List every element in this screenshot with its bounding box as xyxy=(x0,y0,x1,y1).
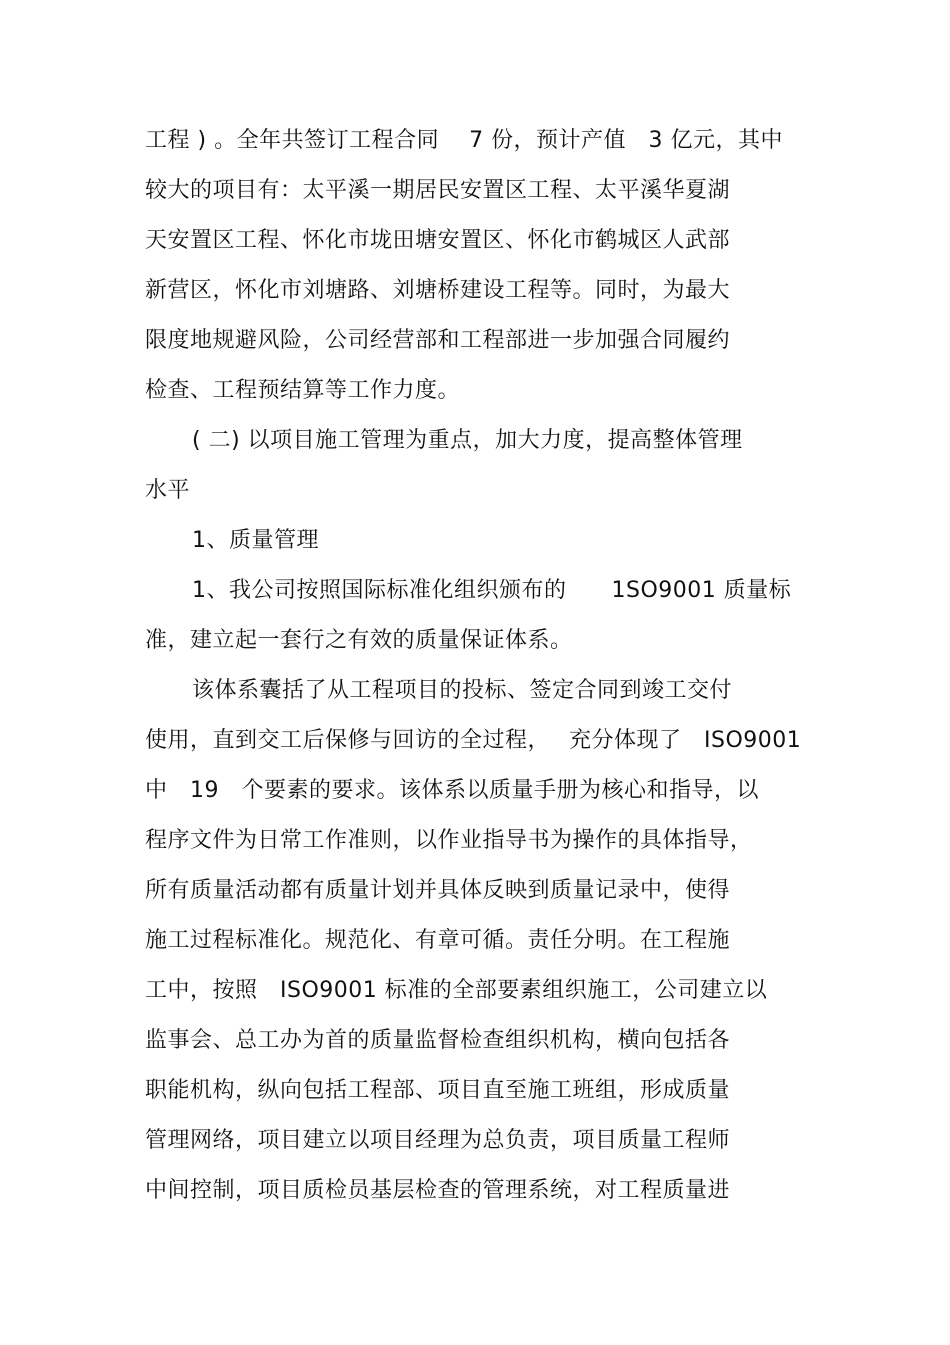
text-line-11: 准，建立起一套行之有效的质量保证体系。 xyxy=(145,628,573,653)
text-line-5: 限度地规避风险，公司经营部和工程部进一步加强合同履约 xyxy=(145,328,731,353)
text-line-4: 新营区，怀化市刘塘路、刘塘桥建设工程等。同时，为最大 xyxy=(145,278,731,303)
text-line-19: 监事会、总工办为首的质量监督检查组织机构，横向包括各 xyxy=(145,1028,731,1053)
text-line-21: 管理网络，项目建立以项目经理为总负责，项目质量工程师 xyxy=(145,1128,731,1153)
text-line-3: 天安置区工程、怀化市垅田塘安置区、怀化市鹤城区人武部 xyxy=(145,228,731,253)
text-line-17: 施工过程标准化。规范化、有章可循。责任分明。在工程施 xyxy=(145,928,731,953)
text-line-1: 工程 ) 。全年共签订工程合同 7 份，预计产值 3 亿元，其中 xyxy=(145,128,784,153)
text-line-15: 程序文件为日常工作准则，以作业指导书为操作的具体指导， xyxy=(145,828,753,853)
subsection-heading: 1、质量管理 xyxy=(192,528,319,553)
text-line-13: 使用，直到交工后保修与回访的全过程， 充分体现了 ISO9001 xyxy=(145,728,802,753)
section-heading-line-1: ( 二) 以项目施工管理为重点，加大力度，提高整体管理 xyxy=(192,428,743,453)
text-line-12: 该体系囊括了从工程项目的投标、签定合同到竣工交付 xyxy=(192,678,733,703)
text-line-14: 中 19 个要素的要求。该体系以质量手册为核心和指导，以 xyxy=(145,778,759,803)
text-line-16: 所有质量活动都有质量计划并具体反映到质量记录中，使得 xyxy=(145,878,731,903)
text-line-22: 中间控制，项目质检员基层检查的管理系统，对工程质量进 xyxy=(145,1178,731,1203)
text-line-10: 1、我公司按照国际标准化组织颁布的 1SO9001 质量标 xyxy=(192,578,792,603)
text-line-20: 职能机构，纵向包括工程部、项目直至施工班组，形成质量 xyxy=(145,1078,731,1103)
text-line-18: 工中，按照 ISO9001 标准的全部要素组织施工，公司建立以 xyxy=(145,978,768,1003)
section-heading-line-2: 水平 xyxy=(145,478,191,503)
text-line-6: 检查、工程预结算等工作力度。 xyxy=(145,378,461,403)
text-line-2: 较大的项目有：太平溪一期居民安置区工程、太平溪华夏湖 xyxy=(145,178,731,203)
